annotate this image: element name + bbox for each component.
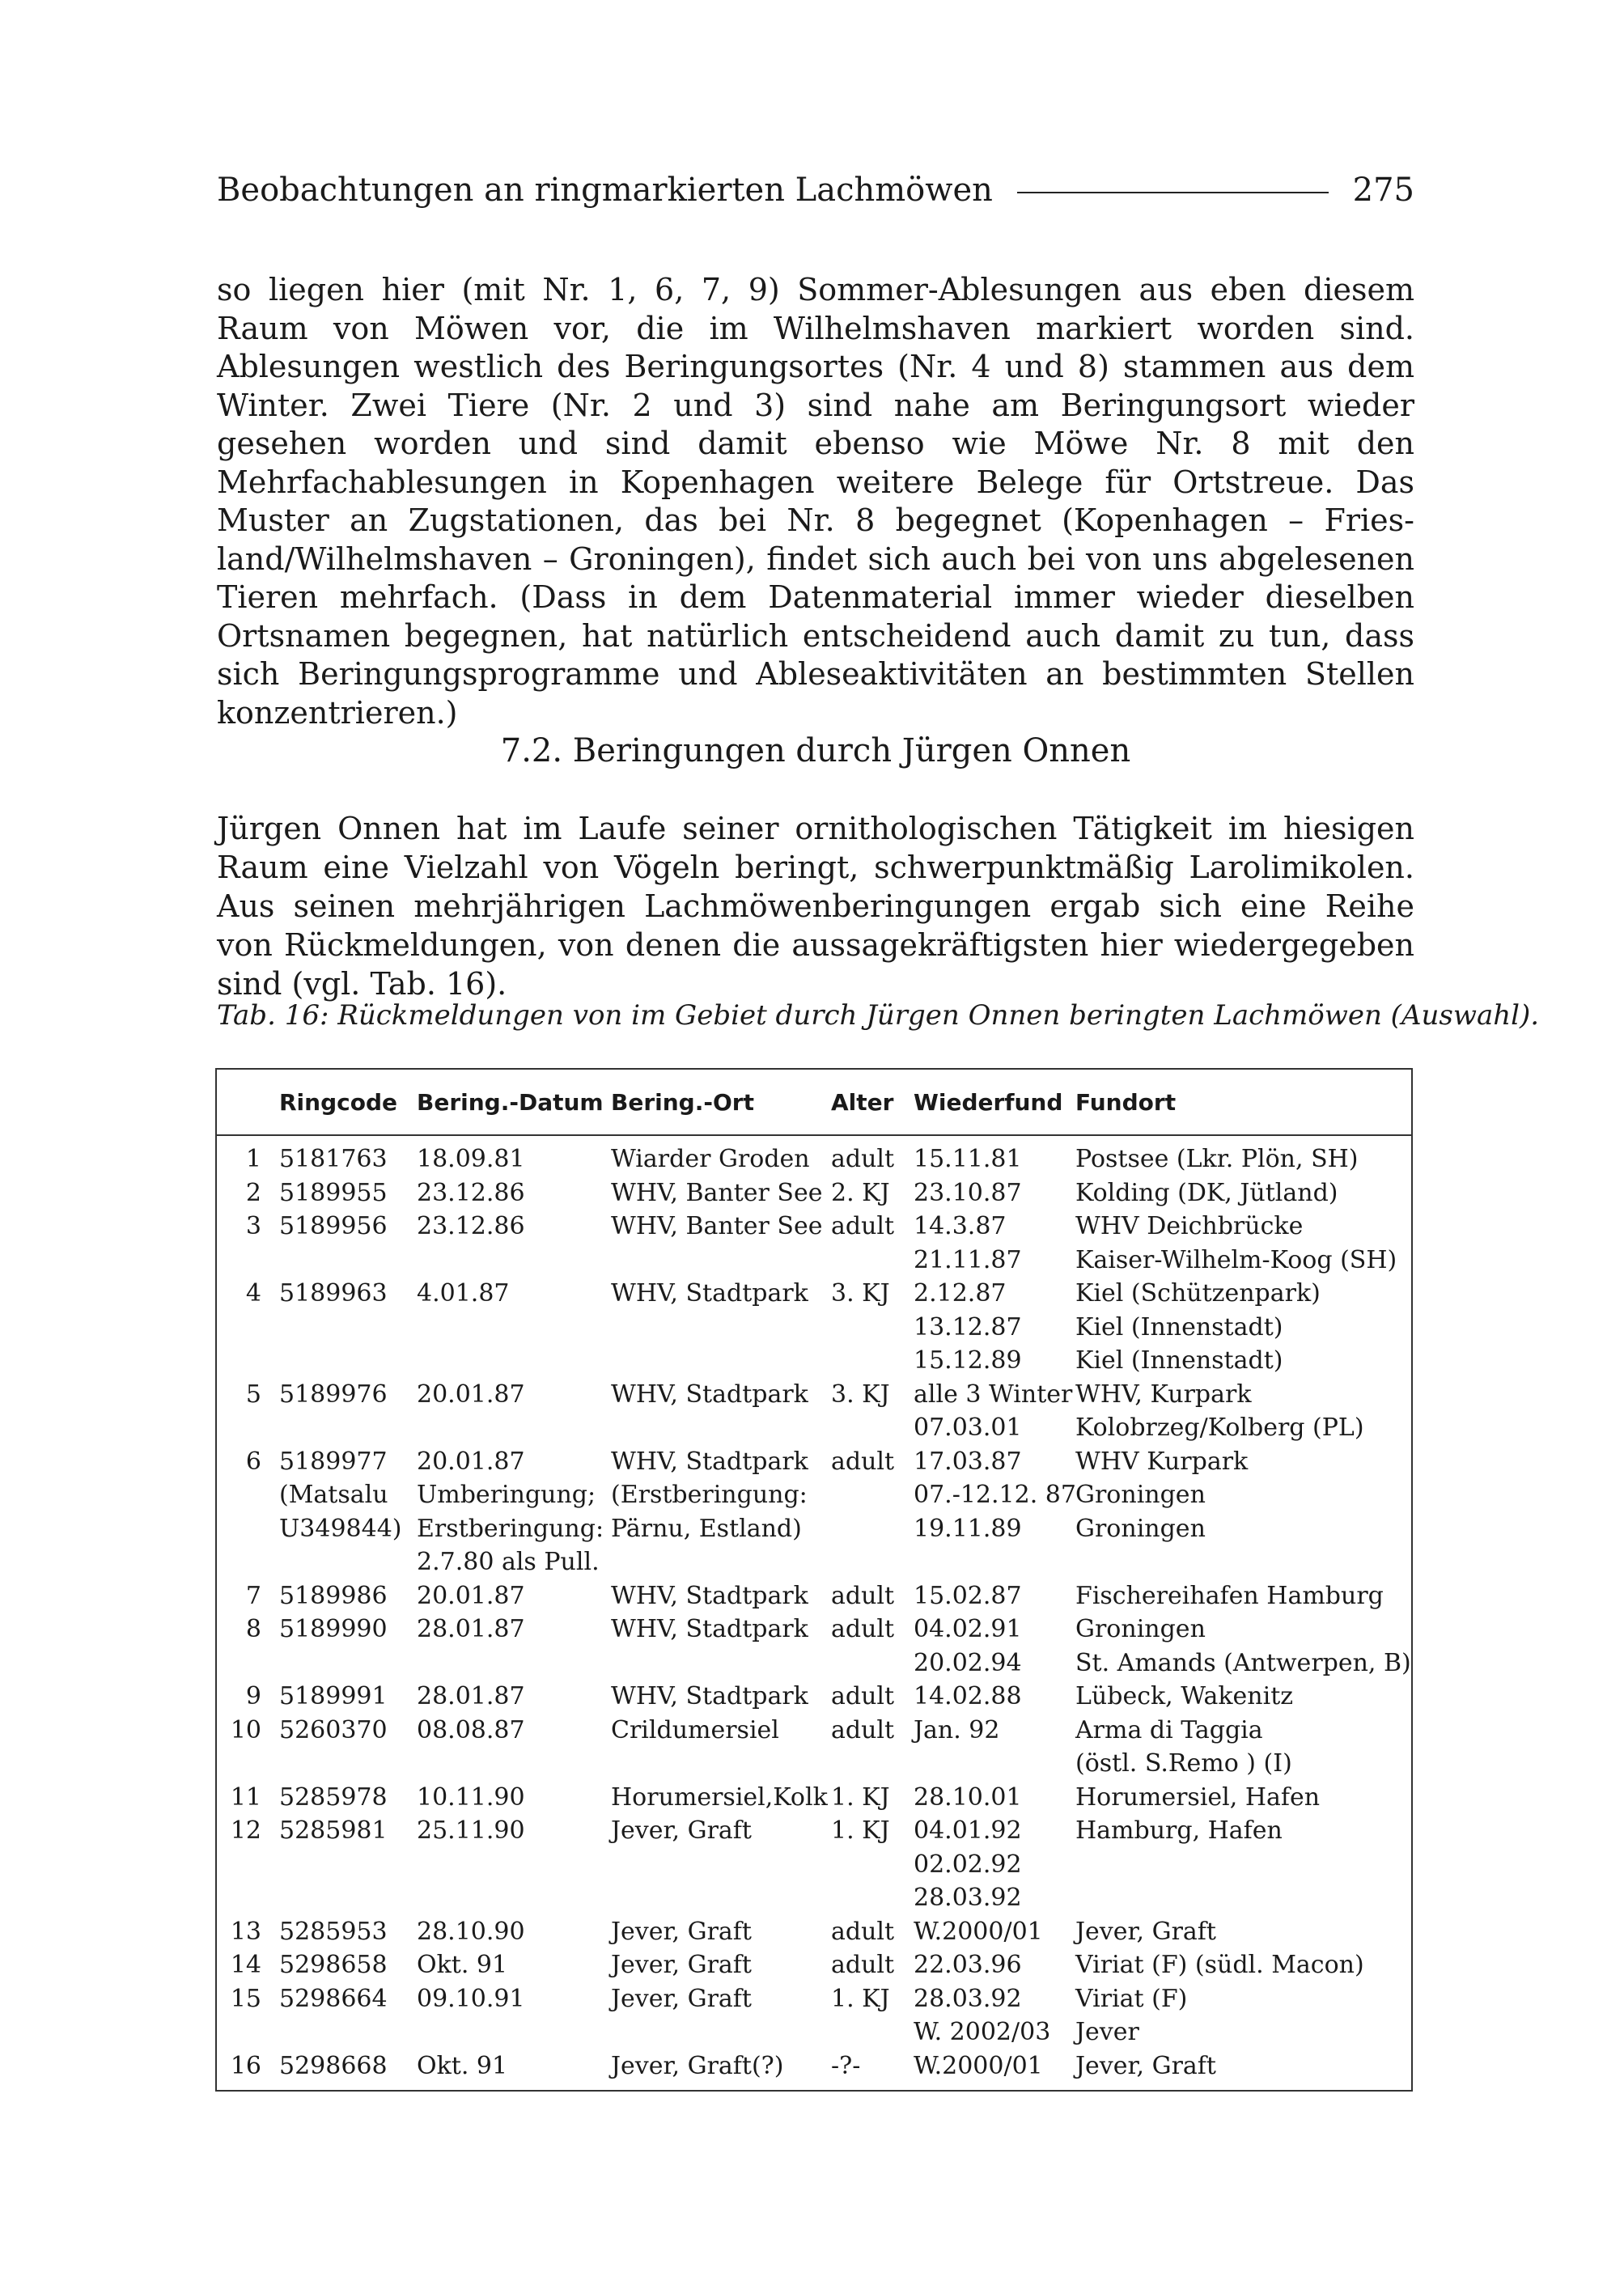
cell-ringcode: 5189956 bbox=[279, 1212, 388, 1240]
cell-fundort: Groningen bbox=[1075, 1514, 1206, 1543]
cell-alter bbox=[831, 2015, 914, 2049]
column-header-bering-ort: Bering.-Ort bbox=[611, 1070, 831, 1135]
cell-ringcode: U349844) bbox=[279, 1514, 402, 1543]
cell-ringcode: 5298668 bbox=[279, 2051, 388, 2080]
cell-bering-ort: WHV, Stadtpark bbox=[611, 1682, 808, 1710]
cell-nr bbox=[217, 1512, 279, 1546]
cell-bering-ort: WHV, Banter See bbox=[611, 1178, 823, 1207]
cell-fundort: Kiel (Schützenpark) bbox=[1075, 1279, 1321, 1308]
cell-bering-datum: 23.12.86 bbox=[417, 1212, 525, 1240]
cell-bering-ort bbox=[611, 1244, 831, 1278]
cell-nr: 2 bbox=[245, 1178, 261, 1207]
cell-nr: 16 bbox=[230, 2051, 261, 2080]
cell-fundort: Kaiser-Wilhelm-Koog (SH) bbox=[1075, 1245, 1397, 1274]
cell-fundort: Kolding (DK, Jütland) bbox=[1075, 1178, 1338, 1207]
cell-alter: 1. KJ bbox=[831, 1782, 890, 1812]
cell-bering-datum bbox=[417, 1244, 611, 1278]
cell-alter bbox=[831, 1311, 914, 1345]
cell-fundort: Lübeck, Wakenitz bbox=[1075, 1682, 1294, 1710]
cell-alter: -?- bbox=[831, 2051, 861, 2080]
cell-wiederfund: 15.11.81 bbox=[914, 1145, 1022, 1173]
cell-ringcode: 5189986 bbox=[279, 1581, 388, 1610]
cell-wiederfund: 07.03.01 bbox=[914, 1414, 1022, 1442]
table-row bbox=[217, 1848, 1411, 1882]
cell-ringcode: 5189955 bbox=[279, 1178, 388, 1207]
table-row bbox=[217, 1311, 1411, 1345]
table-row bbox=[217, 1714, 1411, 1748]
cell-ringcode bbox=[279, 1747, 417, 1781]
cell-nr: 4 bbox=[245, 1279, 261, 1308]
cell-bering-datum: 09.10.91 bbox=[417, 1984, 525, 2013]
cell-bering-datum: 18.09.81 bbox=[417, 1145, 525, 1173]
cell-bering-ort: WHV, Stadtpark bbox=[611, 1380, 808, 1409]
table-row bbox=[217, 1478, 1411, 1512]
body-paragraph-2: Jürgen Onnen hat im Laufe seiner ornithologischen Tätigkeit im hiesigen Raum eine Vielzahl von Vögeln beringt, schwerpunktmäßig Larolimikolen. Aus seinen mehrjährigen Lachmöwenberingungen ergab sich eine Reihe von Rückmeldungen, von denen die aussagekräftigsten hier wiedergegeben sind (vgl. Tab. 16). bbox=[217, 811, 1414, 1002]
cell-nr: 10 bbox=[230, 1715, 261, 1744]
cell-bering-datum: 23.12.86 bbox=[417, 1178, 525, 1207]
cell-alter: adult bbox=[831, 1682, 895, 1710]
cell-wiederfund bbox=[914, 1545, 1075, 1579]
cell-wiederfund: 22.03.96 bbox=[914, 1951, 1022, 1979]
cell-nr: 6 bbox=[245, 1447, 261, 1476]
cell-nr bbox=[217, 1881, 279, 1915]
cell-bering-datum: 25.11.90 bbox=[417, 1816, 525, 1845]
cell-ringcode: 5298658 bbox=[279, 1951, 388, 1979]
cell-bering-ort: Jever, Graft bbox=[611, 1984, 752, 2013]
cell-fundort: Arma di Taggia bbox=[1075, 1715, 1263, 1744]
cell-bering-datum: 20.01.87 bbox=[417, 1380, 525, 1409]
cell-wiederfund: 28.10.01 bbox=[914, 1782, 1022, 1812]
cell-bering-ort: Horumersiel,Kolk bbox=[611, 1782, 828, 1812]
cell-wiederfund: 02.02.92 bbox=[914, 1850, 1022, 1879]
table-body bbox=[217, 1135, 1411, 2083]
table-row bbox=[217, 1747, 1411, 1781]
cell-fundort bbox=[1075, 1881, 1411, 1915]
cell-wiederfund: alle 3 Winter bbox=[914, 1380, 1073, 1409]
table-row bbox=[217, 1176, 1411, 1210]
cell-nr bbox=[217, 1747, 279, 1781]
recovery-table-frame bbox=[215, 1068, 1413, 2092]
cell-wiederfund: W.2000/01 bbox=[914, 1917, 1043, 1946]
cell-bering-datum: 20.01.87 bbox=[417, 1447, 525, 1476]
table-row bbox=[217, 1982, 1411, 2016]
cell-bering-ort: Crildumersiel bbox=[611, 1715, 779, 1744]
cell-nr: 1 bbox=[245, 1145, 261, 1173]
cell-ringcode bbox=[279, 1647, 417, 1681]
cell-alter: 3. KJ bbox=[831, 1279, 890, 1308]
table-row bbox=[217, 1647, 1411, 1681]
cell-nr: 7 bbox=[245, 1581, 261, 1610]
cell-bering-datum: 2.7.80 als Pull. bbox=[417, 1548, 600, 1576]
cell-nr: 11 bbox=[230, 1782, 261, 1812]
table-row bbox=[217, 1948, 1411, 1982]
cell-bering-ort: (Erstberingung: bbox=[611, 1481, 808, 1509]
cell-bering-datum bbox=[417, 1647, 611, 1681]
cell-alter bbox=[831, 1848, 914, 1882]
cell-ringcode: 5181763 bbox=[279, 1145, 388, 1173]
cell-wiederfund: 28.03.92 bbox=[914, 1884, 1022, 1912]
cell-ringcode: 5285981 bbox=[279, 1816, 388, 1845]
cell-ringcode: 5189990 bbox=[279, 1615, 388, 1643]
cell-nr bbox=[217, 1344, 279, 1378]
cell-bering-datum bbox=[417, 1881, 611, 1915]
cell-wiederfund: W.2000/01 bbox=[914, 2051, 1043, 2080]
cell-bering-ort bbox=[611, 1647, 831, 1681]
cell-wiederfund: W. 2002/03 bbox=[914, 2018, 1051, 2046]
cell-wiederfund: 28.03.92 bbox=[914, 1984, 1022, 2013]
cell-alter bbox=[831, 1512, 914, 1546]
table-row bbox=[217, 1411, 1411, 1445]
cell-fundort: Horumersiel, Hafen bbox=[1075, 1782, 1321, 1812]
cell-fundort: Jever bbox=[1075, 2018, 1139, 2046]
cell-bering-ort: WHV, Stadtpark bbox=[611, 1447, 808, 1476]
table-row bbox=[217, 1378, 1411, 1412]
cell-alter: 1. KJ bbox=[831, 1816, 890, 1845]
cell-alter bbox=[831, 1545, 914, 1579]
table-caption: Tab. 16: Rückmeldungen von im Gebiet durch Jürgen Onnen beringten Lachmöwen (Auswahl). bbox=[217, 999, 1540, 1032]
cell-bering-datum: Erstberingung: bbox=[417, 1514, 604, 1543]
cell-alter bbox=[831, 1411, 914, 1445]
cell-nr bbox=[217, 1311, 279, 1345]
column-header-alter: Alter bbox=[831, 1070, 914, 1135]
table-header-row bbox=[217, 1070, 1411, 1135]
cell-ringcode bbox=[279, 2015, 417, 2049]
body-paragraph-1: so liegen hier (mit Nr. 1, 6, 7, 9) Sommer-Ablesungen aus eben diesem Raum von Möwen vor, die im Wilhelmshaven markiert worden sind. Ablesungen westlich des Beringungsortes (Nr. 4 und 8) stammen aus dem Winter. Zwei Tiere (Nr. 2 und 3) sind nahe am Beringungsort wieder gesehen worden und sind damit ebenso wie Möwe Nr. 8 mit den Mehrfachablesungen in Kopenhagen weitere Belege für Ortstreue. Das Muster an Zugstationen, das bei Nr. 8 begegnet (Kopenhagen – Friesland/Wilhelmshaven – Groningen), findet sich auch bei von uns abgelesenen Tieren mehrfach. (Dass in dem Datenmaterial immer wieder dieselben Ortsnamen begegnen, hat natürlich entscheidend auch damit zu tun, dass sich Beringungsprogramme und Ableseaktivitäten an bestimmten Stellen konzentrieren.) bbox=[217, 272, 1414, 731]
cell-ringcode: 5298664 bbox=[279, 1984, 388, 2013]
cell-fundort: (östl. S.Remo ) (I) bbox=[1075, 1749, 1292, 1778]
table-row bbox=[217, 1680, 1411, 1714]
table-row bbox=[217, 1881, 1411, 1915]
cell-nr: 8 bbox=[245, 1615, 261, 1643]
table-row bbox=[217, 1277, 1411, 1311]
cell-ringcode: 5285953 bbox=[279, 1917, 388, 1946]
cell-bering-ort: Jever, Graft bbox=[611, 1917, 752, 1946]
cell-bering-datum: 28.10.90 bbox=[417, 1917, 525, 1946]
table-row bbox=[217, 1613, 1411, 1647]
cell-alter bbox=[831, 1344, 914, 1378]
cell-bering-ort bbox=[611, 1848, 831, 1882]
running-header bbox=[217, 166, 1414, 214]
cell-nr bbox=[217, 1545, 279, 1579]
cell-fundort: Jever, Graft bbox=[1075, 2051, 1216, 2080]
cell-nr: 14 bbox=[230, 1951, 261, 1979]
cell-bering-ort: Jever, Graft bbox=[611, 1951, 752, 1979]
cell-ringcode bbox=[279, 1848, 417, 1882]
cell-fundort: Postsee (Lkr. Plön, SH) bbox=[1075, 1145, 1359, 1173]
table-row bbox=[217, 1512, 1411, 1546]
cell-nr bbox=[217, 1647, 279, 1681]
section-heading: 7.2. Beringungen durch Jürgen Onnen bbox=[500, 732, 1131, 769]
cell-bering-datum: 28.01.87 bbox=[417, 1682, 525, 1710]
cell-fundort: Groningen bbox=[1075, 1615, 1206, 1643]
cell-fundort: Hamburg, Hafen bbox=[1075, 1816, 1283, 1845]
cell-nr bbox=[217, 1848, 279, 1882]
cell-ringcode: 5189976 bbox=[279, 1380, 388, 1409]
cell-ringcode bbox=[279, 1881, 417, 1915]
running-title: Beobachtungen an ringmarkierten Lachmöwen bbox=[217, 172, 993, 209]
cell-alter: adult bbox=[831, 1715, 895, 1744]
cell-fundort: Kolobrzeg/Kolberg (PL) bbox=[1075, 1414, 1364, 1442]
cell-bering-datum: Umberingung; bbox=[417, 1481, 596, 1509]
cell-wiederfund: 07.-12.12. 87 bbox=[914, 1481, 1076, 1509]
cell-bering-ort: WHV, Stadtpark bbox=[611, 1615, 808, 1643]
cell-bering-datum bbox=[417, 2015, 611, 2049]
cell-bering-ort: Wiarder Groden bbox=[611, 1145, 810, 1173]
table-row bbox=[217, 1545, 1411, 1579]
cell-nr bbox=[217, 1478, 279, 1512]
cell-alter: adult bbox=[831, 1145, 895, 1173]
cell-wiederfund: 19.11.89 bbox=[914, 1514, 1022, 1543]
cell-alter: adult bbox=[831, 1951, 895, 1979]
cell-bering-ort bbox=[611, 1411, 831, 1445]
table-row bbox=[217, 1579, 1411, 1613]
page-number: 275 bbox=[1352, 172, 1414, 209]
cell-bering-datum: 10.11.90 bbox=[417, 1782, 525, 1812]
cell-fundort: Groningen bbox=[1075, 1481, 1206, 1509]
cell-bering-ort bbox=[611, 1545, 831, 1579]
cell-bering-datum bbox=[417, 1311, 611, 1345]
recovery-table bbox=[217, 1070, 1411, 2083]
cell-bering-ort: WHV, Banter See bbox=[611, 1212, 823, 1240]
table-row bbox=[217, 1135, 1411, 1176]
cell-bering-ort bbox=[611, 1881, 831, 1915]
cell-bering-datum: 20.01.87 bbox=[417, 1581, 525, 1610]
cell-bering-ort bbox=[611, 1311, 831, 1345]
cell-nr: 9 bbox=[245, 1682, 261, 1710]
cell-fundort: Viriat (F) (südl. Macon) bbox=[1075, 1951, 1364, 1979]
cell-ringcode: 5189991 bbox=[279, 1682, 388, 1710]
cell-fundort: WHV, Kurpark bbox=[1075, 1380, 1252, 1409]
column-header-fundort: Fundort bbox=[1075, 1070, 1411, 1135]
cell-bering-datum: 4.01.87 bbox=[417, 1279, 510, 1308]
cell-alter: adult bbox=[831, 1447, 895, 1476]
cell-bering-datum: Okt. 91 bbox=[417, 1951, 508, 1979]
column-header-nr bbox=[217, 1070, 279, 1135]
cell-fundort: WHV Deichbrücke bbox=[1075, 1212, 1304, 1240]
cell-wiederfund: 17.03.87 bbox=[914, 1447, 1022, 1476]
cell-bering-ort: Jever, Graft bbox=[611, 1816, 752, 1845]
cell-wiederfund bbox=[914, 1747, 1075, 1781]
cell-wiederfund: Jan. 92 bbox=[914, 1715, 1000, 1744]
table-row bbox=[217, 1814, 1411, 1848]
column-header-bering-datum: Bering.-Datum bbox=[417, 1070, 611, 1135]
cell-bering-datum bbox=[417, 1848, 611, 1882]
cell-wiederfund: 23.10.87 bbox=[914, 1178, 1022, 1207]
cell-ringcode: 5260370 bbox=[279, 1715, 388, 1744]
cell-fundort: WHV Kurpark bbox=[1075, 1447, 1249, 1476]
table-row bbox=[217, 1210, 1411, 1244]
column-header-wiederfund: Wiederfund bbox=[914, 1070, 1075, 1135]
cell-alter: 3. KJ bbox=[831, 1380, 890, 1409]
cell-ringcode: 5189963 bbox=[279, 1279, 388, 1308]
cell-ringcode: 5285978 bbox=[279, 1782, 388, 1812]
table-row bbox=[217, 2049, 1411, 2083]
cell-bering-datum: 08.08.87 bbox=[417, 1715, 525, 1744]
cell-wiederfund: 15.12.89 bbox=[914, 1346, 1022, 1375]
cell-bering-ort: Jever, Graft(?) bbox=[611, 2051, 784, 2080]
cell-fundort bbox=[1075, 1848, 1411, 1882]
cell-alter bbox=[831, 1647, 914, 1681]
cell-nr bbox=[217, 1244, 279, 1278]
header-rule bbox=[1017, 192, 1329, 193]
cell-bering-ort: Pärnu, Estland) bbox=[611, 1514, 802, 1543]
cell-fundort: Viriat (F) bbox=[1075, 1984, 1188, 2013]
cell-wiederfund: 04.02.91 bbox=[914, 1615, 1022, 1643]
cell-ringcode bbox=[279, 1311, 417, 1345]
cell-fundort: Fischereihafen Hamburg bbox=[1075, 1581, 1384, 1610]
cell-nr bbox=[217, 1411, 279, 1445]
cell-wiederfund: 2.12.87 bbox=[914, 1279, 1007, 1308]
cell-alter bbox=[831, 1881, 914, 1915]
cell-wiederfund: 14.3.87 bbox=[914, 1212, 1007, 1240]
cell-nr: 13 bbox=[230, 1917, 261, 1946]
cell-nr: 15 bbox=[230, 1984, 261, 2013]
column-header-ringcode: Ringcode bbox=[279, 1070, 417, 1135]
cell-alter: adult bbox=[831, 1581, 895, 1610]
cell-ringcode: (Matsalu bbox=[279, 1481, 388, 1509]
cell-nr bbox=[217, 2015, 279, 2049]
cell-fundort bbox=[1075, 1545, 1411, 1579]
cell-ringcode bbox=[279, 1244, 417, 1278]
cell-bering-datum: Okt. 91 bbox=[417, 2051, 508, 2080]
cell-alter bbox=[831, 1747, 914, 1781]
cell-ringcode bbox=[279, 1411, 417, 1445]
cell-wiederfund: 13.12.87 bbox=[914, 1312, 1022, 1341]
cell-nr: 5 bbox=[245, 1380, 261, 1409]
table-row bbox=[217, 1344, 1411, 1378]
cell-alter: adult bbox=[831, 1615, 895, 1643]
cell-alter: adult bbox=[831, 1917, 895, 1946]
cell-bering-datum bbox=[417, 1344, 611, 1378]
cell-ringcode bbox=[279, 1344, 417, 1378]
cell-bering-datum bbox=[417, 1411, 611, 1445]
table-row bbox=[217, 1915, 1411, 1949]
cell-ringcode bbox=[279, 1545, 417, 1579]
cell-fundort: St. Amands (Antwerpen, B) bbox=[1075, 1648, 1411, 1677]
cell-nr: 12 bbox=[230, 1816, 261, 1845]
cell-wiederfund: 04.01.92 bbox=[914, 1816, 1022, 1845]
cell-wiederfund: 14.02.88 bbox=[914, 1682, 1022, 1710]
cell-bering-ort: WHV, Stadtpark bbox=[611, 1581, 808, 1610]
cell-alter: 2. KJ bbox=[831, 1178, 890, 1207]
cell-bering-ort bbox=[611, 1747, 831, 1781]
table-row bbox=[217, 2015, 1411, 2049]
cell-alter: 1. KJ bbox=[831, 1984, 890, 2013]
cell-bering-datum bbox=[417, 1747, 611, 1781]
cell-fundort: Kiel (Innenstadt) bbox=[1075, 1346, 1283, 1375]
cell-nr: 3 bbox=[245, 1212, 261, 1240]
cell-wiederfund: 15.02.87 bbox=[914, 1581, 1022, 1610]
table-row bbox=[217, 1781, 1411, 1815]
cell-alter bbox=[831, 1478, 914, 1512]
cell-fundort: Jever, Graft bbox=[1075, 1917, 1216, 1946]
cell-bering-ort: WHV, Stadtpark bbox=[611, 1279, 808, 1308]
cell-alter: adult bbox=[831, 1212, 895, 1240]
cell-fundort: Kiel (Innenstadt) bbox=[1075, 1312, 1283, 1341]
cell-wiederfund: 21.11.87 bbox=[914, 1245, 1022, 1274]
cell-bering-ort bbox=[611, 2015, 831, 2049]
cell-ringcode: 5189977 bbox=[279, 1447, 388, 1476]
cell-wiederfund: 20.02.94 bbox=[914, 1648, 1022, 1677]
cell-bering-datum: 28.01.87 bbox=[417, 1615, 525, 1643]
cell-alter bbox=[831, 1244, 914, 1278]
table-row bbox=[217, 1244, 1411, 1278]
cell-bering-ort bbox=[611, 1344, 831, 1378]
table-row bbox=[217, 1445, 1411, 1479]
